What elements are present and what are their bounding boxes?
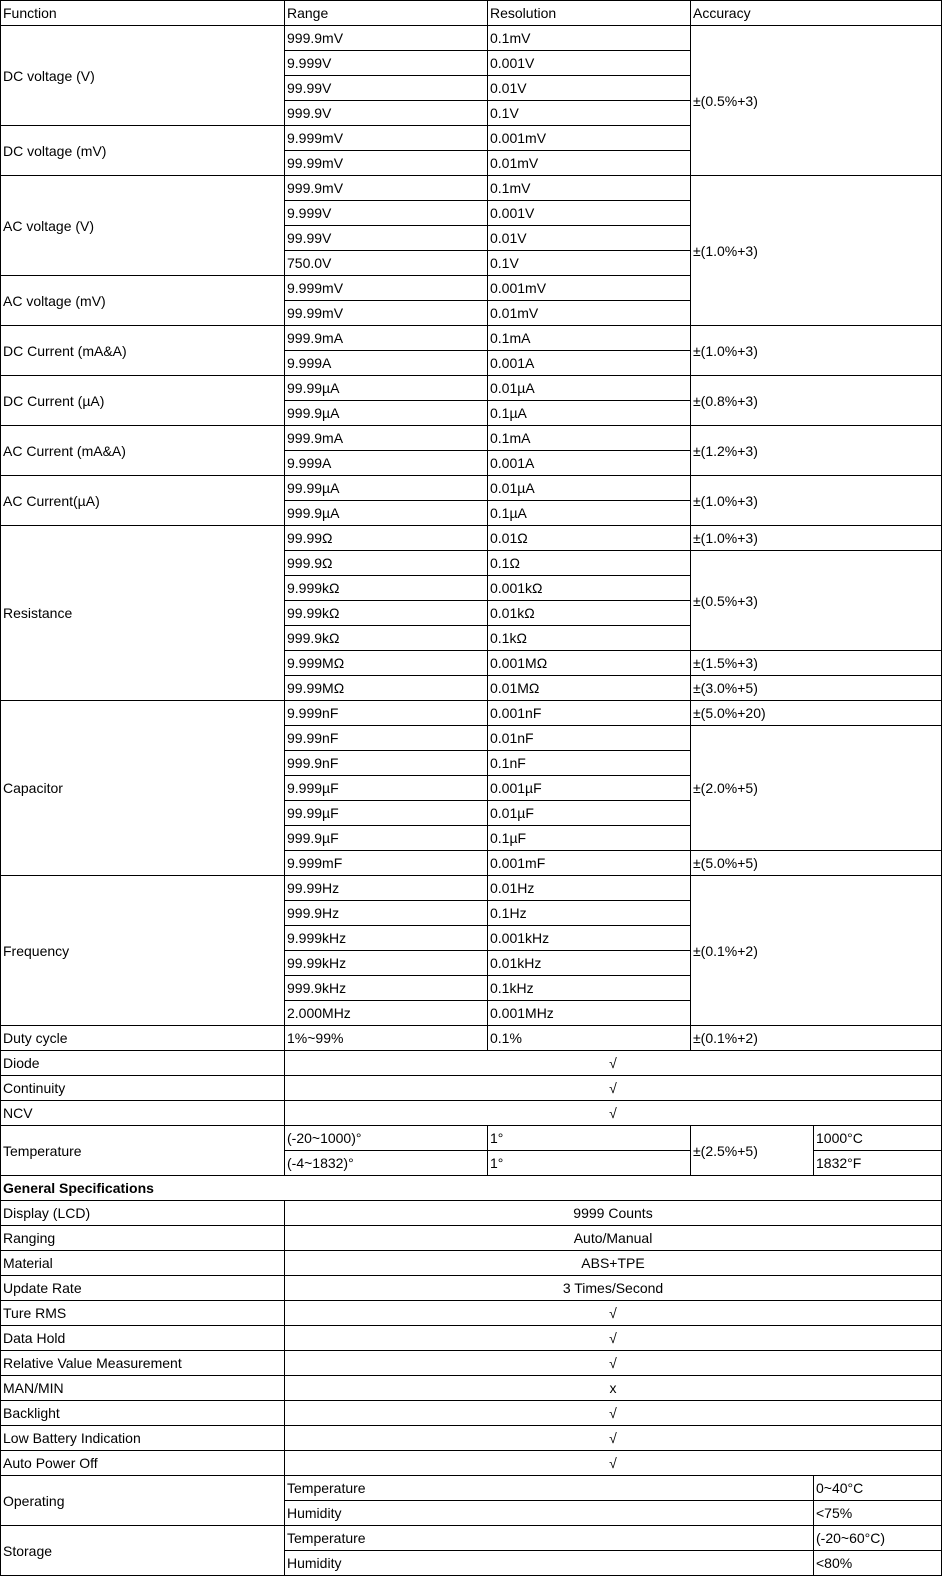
- header-accuracy: Accuracy: [691, 1, 942, 26]
- range-cell: 99.99mV: [285, 151, 488, 176]
- function-label: Duty cycle: [1, 1026, 285, 1051]
- resolution-cell: 0.01V: [488, 226, 691, 251]
- spec-row: [1, 1376, 942, 1401]
- resolution-cell: 0.001MΩ: [488, 651, 691, 676]
- header-resolution: Resolution: [488, 1, 691, 26]
- range-cell: 9.999V: [285, 201, 488, 226]
- spec-value: √: [285, 1301, 942, 1326]
- function-label: AC voltage (mV): [1, 276, 285, 326]
- function-label: Frequency: [1, 876, 285, 1026]
- spec-value: 3 Times/Second: [285, 1276, 942, 1301]
- range-cell: 750.0V: [285, 251, 488, 276]
- header-function: Function: [1, 1, 285, 26]
- function-label: DC Current (mA&A): [1, 326, 285, 376]
- spec-label: Backlight: [1, 1401, 285, 1426]
- function-label: DC voltage (V): [1, 26, 285, 126]
- range-cell: 9.999kΩ: [285, 576, 488, 601]
- resolution-cell: 0.01Ω: [488, 526, 691, 551]
- environment-value: <80%: [814, 1551, 942, 1576]
- range-cell: (-20~1000)°: [285, 1126, 488, 1151]
- range-cell: 9.999A: [285, 451, 488, 476]
- range-cell: 99.99µA: [285, 476, 488, 501]
- range-cell: 999.9mV: [285, 176, 488, 201]
- range-cell: 999.9µA: [285, 401, 488, 426]
- resolution-cell: 0.001V: [488, 51, 691, 76]
- measurement-row: [1, 526, 942, 551]
- environment-name: Temperature: [285, 1526, 814, 1551]
- resolution-cell: 0.1mV: [488, 26, 691, 51]
- spec-value: √: [285, 1326, 942, 1351]
- check-mark: √: [285, 1051, 942, 1076]
- resolution-cell: 0.01µA: [488, 376, 691, 401]
- spec-row: [1, 1276, 942, 1301]
- environment-name: Humidity: [285, 1501, 814, 1526]
- range-cell: 99.99V: [285, 76, 488, 101]
- range-cell: 9.999MΩ: [285, 651, 488, 676]
- range-cell: 9.999mV: [285, 276, 488, 301]
- range-cell: 999.9mA: [285, 326, 488, 351]
- resolution-cell: 0.1µF: [488, 826, 691, 851]
- range-cell: 99.99µF: [285, 801, 488, 826]
- accuracy-cell: ±(2.0%+5): [691, 726, 942, 851]
- range-cell: 99.99µA: [285, 376, 488, 401]
- spec-value: Auto/Manual: [285, 1226, 942, 1251]
- measurement-row: [1, 176, 942, 201]
- range-cell: (-4~1832)°: [285, 1151, 488, 1176]
- accuracy-cell: ±(1.0%+3): [691, 176, 942, 326]
- function-label: Continuity: [1, 1076, 285, 1101]
- resolution-cell: 0.001A: [488, 351, 691, 376]
- resolution-cell: 0.001MHz: [488, 1001, 691, 1026]
- resolution-cell: 0.01mV: [488, 301, 691, 326]
- resolution-cell: 0.01nF: [488, 726, 691, 751]
- measurement-row: [1, 701, 942, 726]
- resolution-cell: 0.1Hz: [488, 901, 691, 926]
- spec-label: Material: [1, 1251, 285, 1276]
- resolution-cell: 0.1%: [488, 1026, 691, 1051]
- accuracy-cell: ±(3.0%+5): [691, 676, 942, 701]
- resolution-cell: 0.001nF: [488, 701, 691, 726]
- range-cell: 999.9mA: [285, 426, 488, 451]
- range-cell: 999.9V: [285, 101, 488, 126]
- spec-value: √: [285, 1351, 942, 1376]
- resolution-cell: 0.001mF: [488, 851, 691, 876]
- range-cell: 9.999A: [285, 351, 488, 376]
- spec-row: [1, 1301, 942, 1326]
- accuracy-cell: ±(0.1%+2): [691, 1026, 942, 1051]
- check-row: [1, 1076, 942, 1101]
- resolution-cell: 0.001V: [488, 201, 691, 226]
- spec-value: x: [285, 1376, 942, 1401]
- function-label: DC voltage (mV): [1, 126, 285, 176]
- spec-value: 9999 Counts: [285, 1201, 942, 1226]
- range-cell: 999.9mV: [285, 26, 488, 51]
- environment-name: Humidity: [285, 1551, 814, 1576]
- spec-label: Ture RMS: [1, 1301, 285, 1326]
- range-cell: 99.99Hz: [285, 876, 488, 901]
- resolution-cell: 0.1mA: [488, 326, 691, 351]
- range-cell: 99.99kΩ: [285, 601, 488, 626]
- measurement-row: [1, 1026, 942, 1051]
- spec-row: [1, 1201, 942, 1226]
- resolution-cell: 0.1mV: [488, 176, 691, 201]
- temperature-row: [1, 1126, 942, 1151]
- environment-value: <75%: [814, 1501, 942, 1526]
- accuracy-cell: ±(5.0%+5): [691, 851, 942, 876]
- function-label: NCV: [1, 1101, 285, 1126]
- temperature-max-cell: 1832°F: [814, 1151, 942, 1176]
- accuracy-cell: ±(1.0%+3): [691, 526, 942, 551]
- range-cell: 99.99kHz: [285, 951, 488, 976]
- resolution-cell: 1°: [488, 1151, 691, 1176]
- measurement-row: [1, 876, 942, 901]
- range-cell: 9.999mF: [285, 851, 488, 876]
- measurement-row: [1, 326, 942, 351]
- environment-value: (-20~60°C): [814, 1526, 942, 1551]
- accuracy-cell: ±(1.2%+3): [691, 426, 942, 476]
- accuracy-cell: ±(1.5%+3): [691, 651, 942, 676]
- function-label: AC Current (mA&A): [1, 426, 285, 476]
- header-row: [1, 1, 942, 26]
- temperature-max-cell: 1000°C: [814, 1126, 942, 1151]
- accuracy-cell: ±(1.0%+3): [691, 326, 942, 376]
- spec-row: [1, 1451, 942, 1476]
- accuracy-cell: ±(0.5%+3): [691, 26, 942, 176]
- resolution-cell: 0.001mV: [488, 276, 691, 301]
- measurement-row: [1, 476, 942, 501]
- resolution-cell: 0.001µF: [488, 776, 691, 801]
- range-cell: 99.99nF: [285, 726, 488, 751]
- header-range: Range: [285, 1, 488, 26]
- resolution-cell: 0.1Ω: [488, 551, 691, 576]
- spec-row: [1, 1351, 942, 1376]
- function-label: Resistance: [1, 526, 285, 701]
- spec-table-body: [1, 1, 942, 1576]
- function-label: Capacitor: [1, 701, 285, 876]
- spec-value: √: [285, 1451, 942, 1476]
- spec-label: Low Battery Indication: [1, 1426, 285, 1451]
- resolution-cell: 0.01V: [488, 76, 691, 101]
- resolution-cell: 0.01kΩ: [488, 601, 691, 626]
- environment-row: [1, 1476, 942, 1501]
- spec-row: [1, 1426, 942, 1451]
- accuracy-cell: ±(2.5%+5): [691, 1126, 814, 1176]
- environment-row: [1, 1526, 942, 1551]
- range-cell: 1%~99%: [285, 1026, 488, 1051]
- range-cell: 999.9Hz: [285, 901, 488, 926]
- section-title: General Specifications: [1, 1176, 942, 1201]
- resolution-cell: 0.1µA: [488, 401, 691, 426]
- environment-label: Storage: [1, 1526, 285, 1576]
- range-cell: 9.999kHz: [285, 926, 488, 951]
- range-cell: 999.9Ω: [285, 551, 488, 576]
- range-cell: 9.999nF: [285, 701, 488, 726]
- check-row: [1, 1101, 942, 1126]
- range-cell: 999.9nF: [285, 751, 488, 776]
- resolution-cell: 0.001mV: [488, 126, 691, 151]
- resolution-cell: 0.1µA: [488, 501, 691, 526]
- accuracy-cell: ±(5.0%+20): [691, 701, 942, 726]
- resolution-cell: 0.001kΩ: [488, 576, 691, 601]
- environment-label: Operating: [1, 1476, 285, 1526]
- range-cell: 99.99mV: [285, 301, 488, 326]
- environment-name: Temperature: [285, 1476, 814, 1501]
- resolution-cell: 0.01mV: [488, 151, 691, 176]
- spec-row: [1, 1401, 942, 1426]
- range-cell: 99.99V: [285, 226, 488, 251]
- spec-label: Relative Value Measurement: [1, 1351, 285, 1376]
- resolution-cell: 1°: [488, 1126, 691, 1151]
- range-cell: 9.999V: [285, 51, 488, 76]
- measurement-row: [1, 26, 942, 51]
- spec-value: √: [285, 1426, 942, 1451]
- resolution-cell: 0.01µA: [488, 476, 691, 501]
- accuracy-cell: ±(0.5%+3): [691, 551, 942, 651]
- spec-row: [1, 1251, 942, 1276]
- function-label: AC Current(µA): [1, 476, 285, 526]
- resolution-cell: 0.1kΩ: [488, 626, 691, 651]
- resolution-cell: 0.1mA: [488, 426, 691, 451]
- spec-label: Update Rate: [1, 1276, 285, 1301]
- range-cell: 9.999µF: [285, 776, 488, 801]
- range-cell: 99.99Ω: [285, 526, 488, 551]
- range-cell: 999.9µF: [285, 826, 488, 851]
- accuracy-cell: ±(0.1%+2): [691, 876, 942, 1026]
- function-label: DC Current (µA): [1, 376, 285, 426]
- accuracy-cell: ±(0.8%+3): [691, 376, 942, 426]
- spec-label: Display (LCD): [1, 1201, 285, 1226]
- environment-value: 0~40°C: [814, 1476, 942, 1501]
- resolution-cell: 0.1V: [488, 101, 691, 126]
- range-cell: 2.000MHz: [285, 1001, 488, 1026]
- spec-row: [1, 1326, 942, 1351]
- range-cell: 999.9kHz: [285, 976, 488, 1001]
- spec-value: ABS+TPE: [285, 1251, 942, 1276]
- range-cell: 999.9kΩ: [285, 626, 488, 651]
- measurement-row: [1, 426, 942, 451]
- range-cell: 9.999mV: [285, 126, 488, 151]
- function-label: AC voltage (V): [1, 176, 285, 276]
- spec-row: [1, 1226, 942, 1251]
- resolution-cell: 0.01MΩ: [488, 676, 691, 701]
- range-cell: 99.99MΩ: [285, 676, 488, 701]
- measurement-row: [1, 376, 942, 401]
- section-title-row: [1, 1176, 942, 1201]
- resolution-cell: 0.01µF: [488, 801, 691, 826]
- spec-label: Ranging: [1, 1226, 285, 1251]
- resolution-cell: 0.1nF: [488, 751, 691, 776]
- spec-label: Auto Power Off: [1, 1451, 285, 1476]
- range-cell: 999.9µA: [285, 501, 488, 526]
- check-row: [1, 1051, 942, 1076]
- spec-label: MAN/MIN: [1, 1376, 285, 1401]
- spec-value: √: [285, 1401, 942, 1426]
- resolution-cell: 0.1kHz: [488, 976, 691, 1001]
- check-mark: √: [285, 1101, 942, 1126]
- spec-label: Data Hold: [1, 1326, 285, 1351]
- resolution-cell: 0.001kHz: [488, 926, 691, 951]
- accuracy-cell: ±(1.0%+3): [691, 476, 942, 526]
- check-mark: √: [285, 1076, 942, 1101]
- resolution-cell: 0.01kHz: [488, 951, 691, 976]
- resolution-cell: 0.01Hz: [488, 876, 691, 901]
- function-label: Diode: [1, 1051, 285, 1076]
- resolution-cell: 0.001A: [488, 451, 691, 476]
- resolution-cell: 0.1V: [488, 251, 691, 276]
- function-label: Temperature: [1, 1126, 285, 1176]
